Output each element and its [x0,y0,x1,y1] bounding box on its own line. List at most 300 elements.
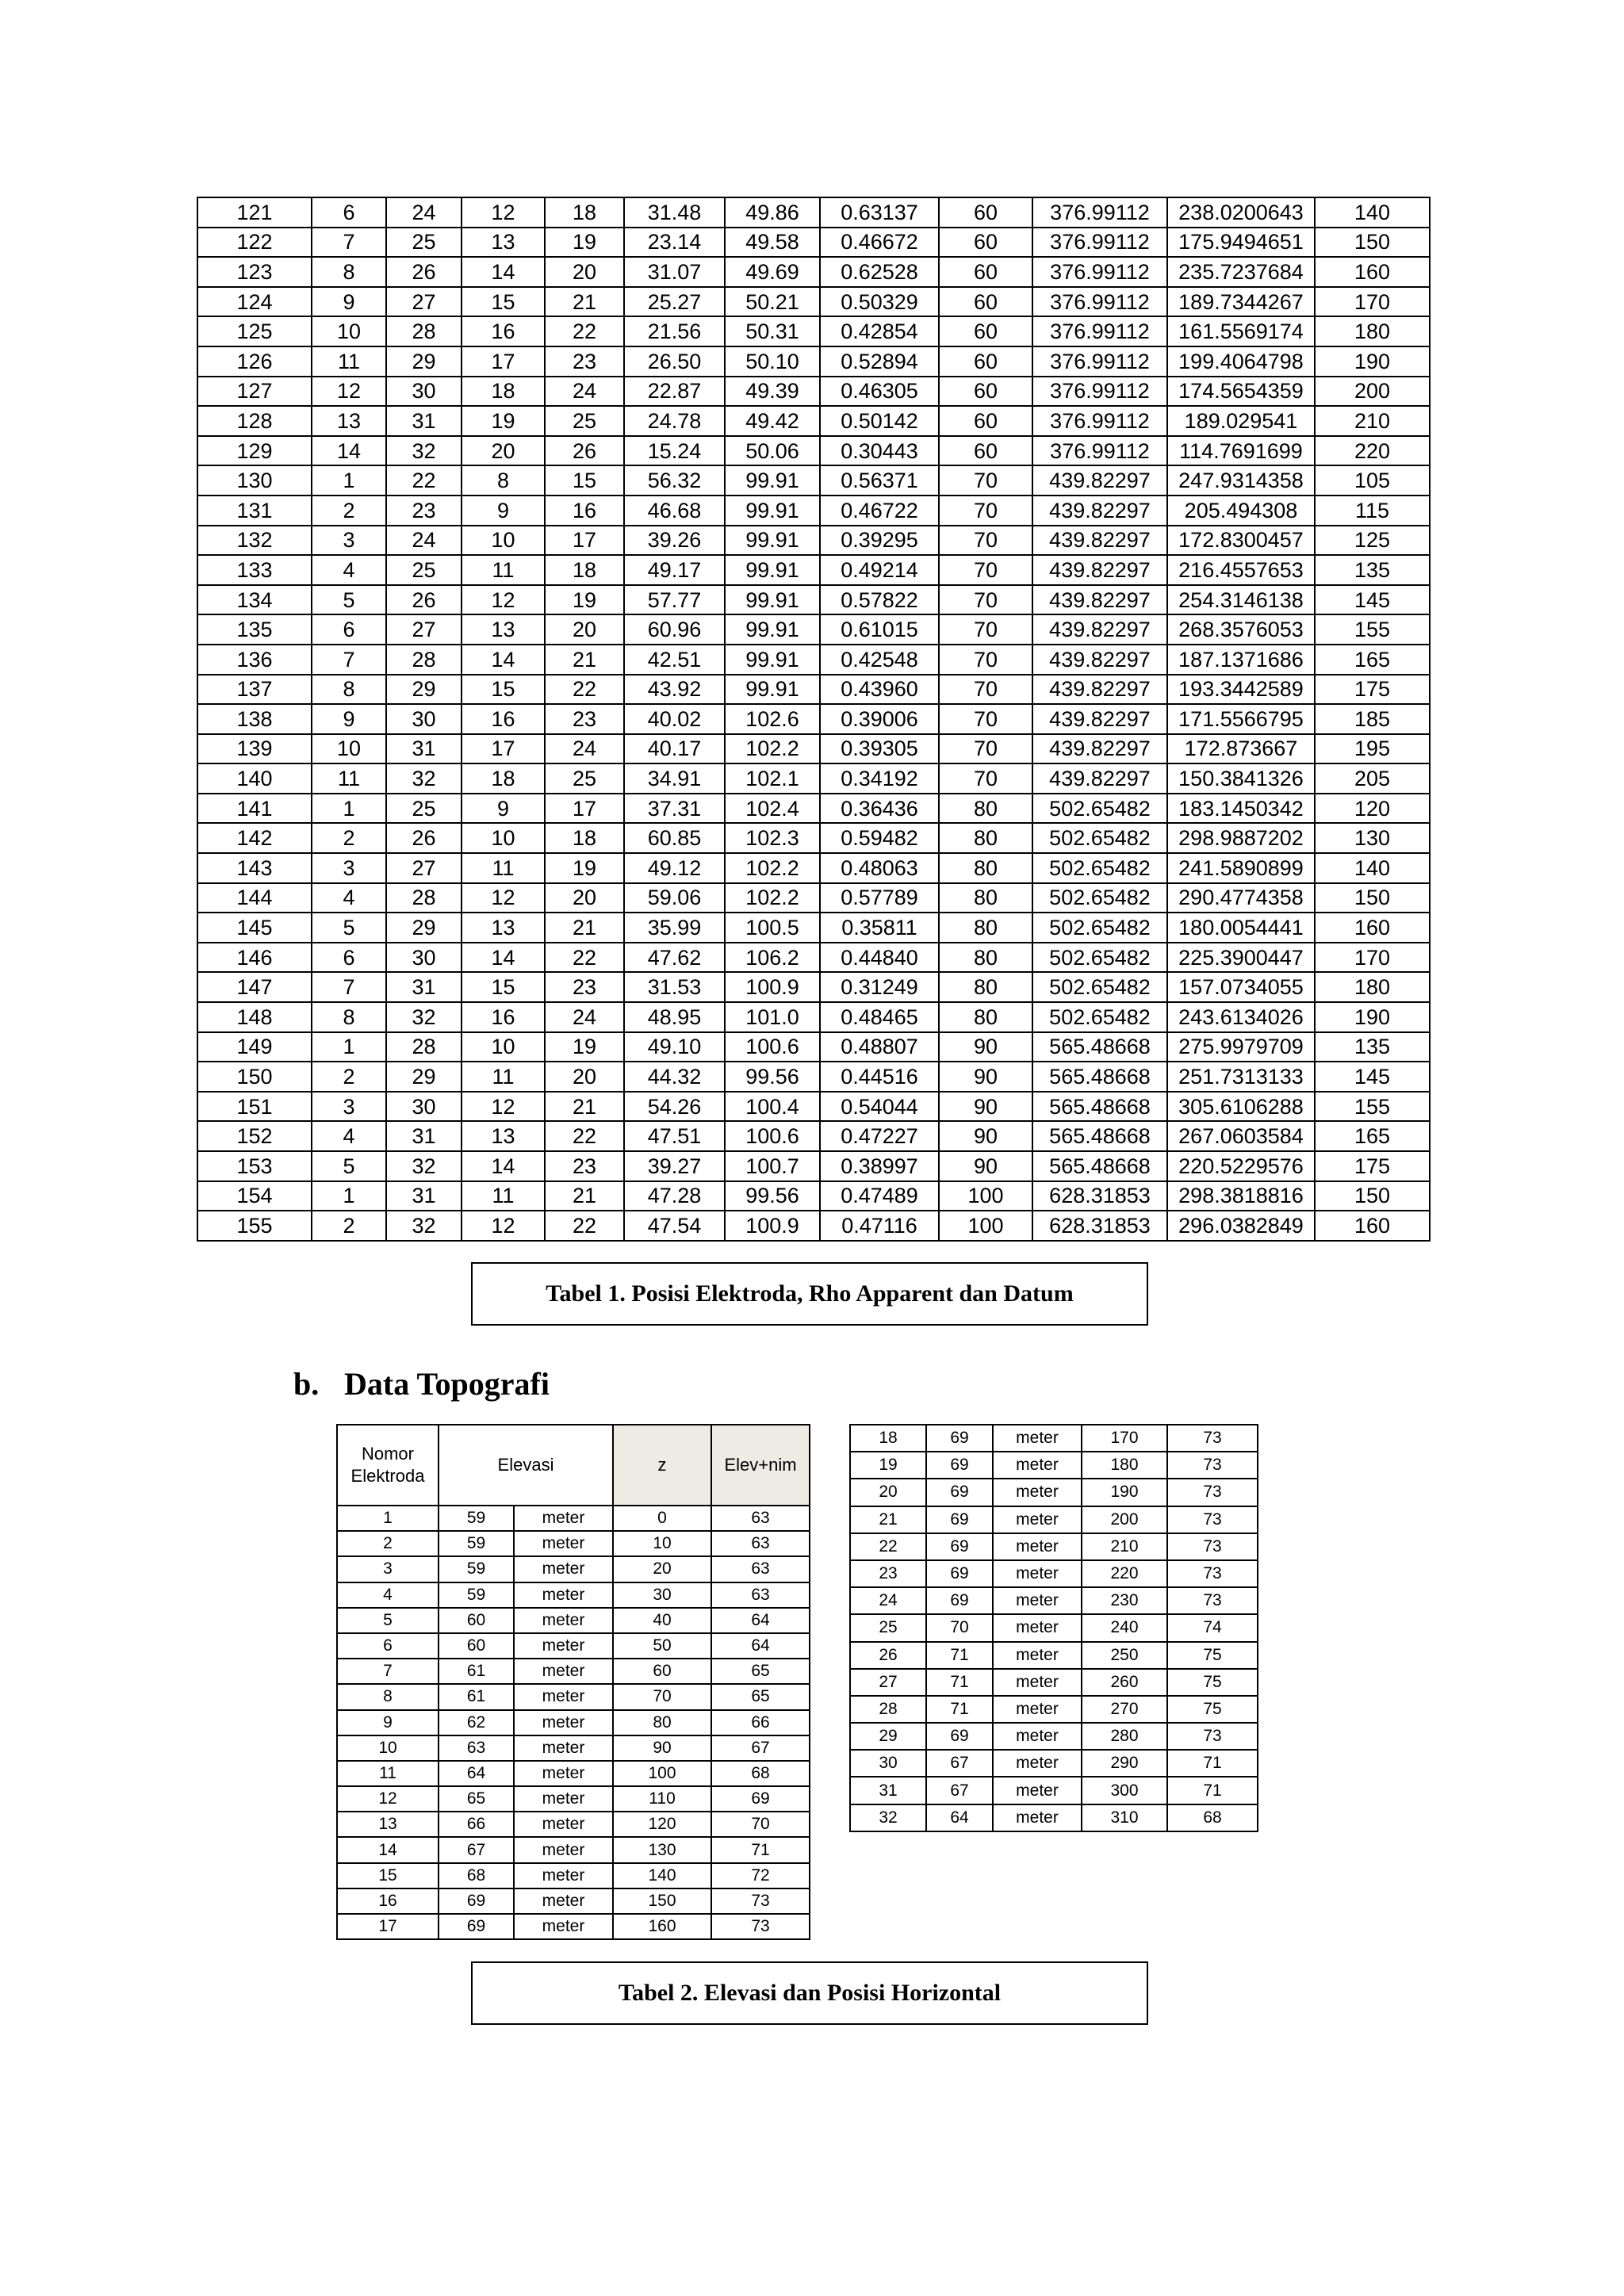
table-cell: 63 [439,1735,514,1761]
table-cell: 71 [1167,1750,1258,1777]
table-cell: 69 [439,1914,514,1939]
table-cell: 565.48668 [1032,1121,1167,1151]
table-cell: 270 [1082,1696,1167,1723]
table-cell: 102.6 [725,704,820,734]
table-cell: 49.10 [624,1032,725,1062]
table-cell: 0.39006 [820,704,939,734]
table-cell: 10 [613,1531,711,1556]
table-cell: meter [993,1506,1082,1533]
header-elevasi: Elevasi [439,1425,613,1506]
table-cell: 39.27 [624,1151,725,1181]
table-cell: 439.82297 [1032,496,1167,526]
table-cell: 15.24 [624,436,725,466]
table-cell: 8 [337,1684,439,1709]
table-cell: 1 [312,1032,386,1062]
table-cell: 18 [545,823,624,853]
table-cell: 376.99112 [1032,377,1167,407]
table-cell: 3 [312,1092,386,1122]
table-cell: 24 [545,734,624,764]
table-cell: 25 [386,228,462,258]
section-heading [293,1365,550,1402]
table-cell: 73 [1167,1723,1258,1750]
table-cell: 5 [312,1151,386,1181]
table-cell: 0.46722 [820,496,939,526]
table-cell: 200 [1315,377,1430,407]
table-cell: 136 [197,645,312,675]
table-cell: 200 [1082,1506,1167,1533]
table-cell: 10 [462,1032,545,1062]
table-cell: 14 [312,436,386,466]
table-cell: 0.61015 [820,614,939,645]
table-cell: 16 [462,1002,545,1032]
table-cell: 205 [1315,763,1430,794]
topography-row [337,1761,810,1786]
table-cell: 290 [1082,1750,1167,1777]
table-cell: 12 [312,377,386,407]
table-cell: 19 [850,1452,926,1479]
topography-row [337,1684,810,1709]
table-cell: 106.2 [725,943,820,973]
table2-caption: Tabel 2. Elevasi dan Posisi Horizontal [471,1961,1148,2025]
table-cell: 123 [197,257,312,287]
topography-row [337,1582,810,1608]
table-cell: 60.85 [624,823,725,853]
table-cell: 63 [711,1531,810,1556]
table-cell: 128 [197,406,312,436]
table-cell: 65 [439,1786,514,1812]
table-cell: 0.44840 [820,943,939,973]
table-cell: 27 [386,287,462,317]
table-cell: 140 [1315,853,1430,883]
table-cell: 502.65482 [1032,823,1167,853]
table-cell: 19 [545,853,624,883]
table-cell: 210 [1315,406,1430,436]
topography-left-body [337,1506,810,1939]
table-cell: 0.39295 [820,526,939,556]
topography-table-left [336,1424,810,1940]
table-cell: meter [514,1684,613,1709]
table-cell: 146 [197,943,312,973]
table-cell: 5 [312,585,386,615]
table-cell: 60 [439,1633,514,1659]
table-cell: 151 [197,1092,312,1122]
table-cell: 16 [462,316,545,346]
table-cell: meter [993,1750,1082,1777]
table-cell: 61 [439,1659,514,1684]
table-cell: 0.56371 [820,465,939,496]
table-cell: 90 [939,1121,1032,1151]
table-cell: meter [993,1614,1082,1641]
table-cell: 90 [939,1092,1032,1122]
table-cell: 18 [545,197,624,228]
header-nomor-elektroda: Nomor Elektroda [337,1425,439,1506]
table-cell: 12 [337,1786,439,1812]
table-cell: 28 [386,316,462,346]
table-cell: 195 [1315,734,1430,764]
table-cell: 75 [1167,1669,1258,1696]
table-cell: 0.34192 [820,763,939,794]
table-cell: 0.43960 [820,675,939,705]
table-row [197,763,1430,794]
table-cell: 140 [1315,197,1430,228]
table-cell: 0.50329 [820,287,939,317]
table-cell: 120 [613,1812,711,1837]
table-cell: 11 [462,853,545,883]
topography-row [337,1506,810,1531]
table-cell: 25 [386,555,462,585]
table-cell: 254.3146138 [1167,585,1315,615]
table-cell: 99.91 [725,526,820,556]
table-cell: 150 [1315,1181,1430,1211]
table-cell: 105 [1315,465,1430,496]
table-cell: 628.31853 [1032,1181,1167,1211]
table-cell: 135 [197,614,312,645]
table-cell: 23 [386,496,462,526]
table-cell: meter [514,1710,613,1735]
table-cell: 18 [545,555,624,585]
table-cell: 43.92 [624,675,725,705]
topography-row [337,1888,810,1914]
table-cell: 29 [386,346,462,377]
table-cell: 14 [462,645,545,675]
table-cell: 6 [337,1633,439,1659]
table-cell: 27 [386,614,462,645]
table-cell: 80 [939,972,1032,1002]
table-cell: 0.48465 [820,1002,939,1032]
table-cell: 14 [337,1837,439,1862]
table-cell: 0.47227 [820,1121,939,1151]
table-row [197,675,1430,705]
table-cell: 69 [926,1533,993,1560]
table-cell: meter [514,1506,613,1531]
table-cell: 15 [462,287,545,317]
table-cell: 25 [850,1614,926,1641]
table-cell: 49.42 [725,406,820,436]
table-cell: 12 [462,1211,545,1241]
table-cell: 247.9314358 [1167,465,1315,496]
table-cell: 16 [337,1888,439,1914]
table-cell: 26 [850,1642,926,1669]
table-cell: 0.54044 [820,1092,939,1122]
table-cell: 189.029541 [1167,406,1315,436]
table-cell: 102.4 [725,794,820,824]
table-cell: 102.3 [725,823,820,853]
topography-header-row [337,1425,810,1506]
table-cell: 26 [545,436,624,466]
table-cell: 27 [386,853,462,883]
table-cell: 19 [545,1032,624,1062]
table-cell: 199.4064798 [1167,346,1315,377]
topography-row [337,1786,810,1812]
topography-row [850,1669,1258,1696]
table-cell: 0.30443 [820,436,939,466]
table-cell: 0.46305 [820,377,939,407]
table-cell: 145 [1315,585,1430,615]
table-cell: 11 [312,346,386,377]
table-cell: 243.6134026 [1167,1002,1315,1032]
table-cell: 170 [1082,1425,1167,1452]
topography-row [850,1587,1258,1614]
table-cell: 2 [312,496,386,526]
table-cell: 300 [1082,1777,1167,1804]
table-cell: 135 [1315,1032,1430,1062]
table-cell: 65 [711,1659,810,1684]
table-cell: 80 [939,823,1032,853]
table-cell: meter [993,1777,1082,1804]
table-cell: 22 [545,1121,624,1151]
table-cell: 60 [939,377,1032,407]
table-cell: 2 [312,1062,386,1092]
table-cell: 180 [1315,316,1430,346]
table-cell: 376.99112 [1032,228,1167,258]
table-cell: 73 [711,1914,810,1939]
table-cell: 141 [197,794,312,824]
table-cell: 0.46672 [820,228,939,258]
table-cell: 185 [1315,704,1430,734]
table-cell: 502.65482 [1032,943,1167,973]
table-cell: 28 [386,883,462,913]
table-cell: 502.65482 [1032,853,1167,883]
table-cell: 46.68 [624,496,725,526]
table-cell: 150 [1315,883,1430,913]
table-cell: 298.9887202 [1167,823,1315,853]
table-cell: 0.57789 [820,883,939,913]
table-cell: 0.36436 [820,794,939,824]
table-cell: 6 [312,943,386,973]
table-cell: 60 [939,287,1032,317]
table-row [197,704,1430,734]
table-cell: 70 [711,1812,810,1837]
table-cell: 439.82297 [1032,614,1167,645]
table-row [197,1092,1430,1122]
table-cell: 60 [613,1659,711,1684]
table-cell: 23 [545,972,624,1002]
table-cell: 147 [197,972,312,1002]
table-cell: meter [993,1642,1082,1669]
table-cell: 49.17 [624,555,725,585]
table-cell: 12 [462,883,545,913]
table-cell: 110 [613,1786,711,1812]
table-cell: 15 [545,465,624,496]
table-cell: 376.99112 [1032,257,1167,287]
table-cell: meter [514,1531,613,1556]
table-cell: 180 [1315,972,1430,1002]
table-cell: 8 [312,1002,386,1032]
table-row [197,1181,1430,1211]
table-cell: 21.56 [624,316,725,346]
table-cell: meter [514,1659,613,1684]
table-row [197,1151,1430,1181]
table-cell: 241.5890899 [1167,853,1315,883]
table-cell: 439.82297 [1032,734,1167,764]
table-cell: 61 [439,1684,514,1709]
table-cell: 165 [1315,1121,1430,1151]
table-cell: 19 [545,585,624,615]
table-cell: 15 [337,1863,439,1888]
table-row [197,1002,1430,1032]
table-cell: 0.38997 [820,1151,939,1181]
table-cell: 11 [337,1761,439,1786]
table-row [197,496,1430,526]
table-cell: 14 [462,1151,545,1181]
table-row [197,585,1430,615]
table-cell: 49.69 [725,257,820,287]
table-cell: 73 [1167,1587,1258,1614]
table-cell: 174.5654359 [1167,377,1315,407]
table-cell: 124 [197,287,312,317]
table-row [197,883,1430,913]
table-cell: 70 [939,585,1032,615]
table-cell: 11 [462,1062,545,1092]
table-cell: 68 [439,1863,514,1888]
table-row [197,913,1430,943]
topography-row [850,1452,1258,1479]
table-cell: 376.99112 [1032,346,1167,377]
table-cell: 101.0 [725,1002,820,1032]
table-cell: 32 [386,1151,462,1181]
table-cell: 140 [613,1863,711,1888]
table-cell: 69 [711,1786,810,1812]
table-cell: 502.65482 [1032,1002,1167,1032]
table-cell: 439.82297 [1032,526,1167,556]
table-cell: 69 [926,1506,993,1533]
table-cell: 0.42854 [820,316,939,346]
table-cell: 30 [386,1092,462,1122]
table-cell: 138 [197,704,312,734]
table-cell: 12 [462,197,545,228]
table-cell: 70 [939,763,1032,794]
table-cell: 59 [439,1531,514,1556]
table-cell: 80 [939,1002,1032,1032]
table-cell: 71 [926,1669,993,1696]
table-cell: 60 [939,228,1032,258]
table-cell: 22 [545,675,624,705]
table-row [197,943,1430,973]
table-cell: 29 [386,1062,462,1092]
table-cell: 7 [337,1659,439,1684]
table-cell: 17 [545,526,624,556]
table-cell: 439.82297 [1032,555,1167,585]
table-cell: 64 [439,1761,514,1786]
table-row [197,377,1430,407]
table-cell: meter [993,1452,1082,1479]
table-cell: 10 [312,316,386,346]
table-cell: 29 [850,1723,926,1750]
table-cell: 73 [1167,1560,1258,1587]
table-cell: 47.51 [624,1121,725,1151]
table-cell: 23 [850,1560,926,1587]
table-cell: 144 [197,883,312,913]
table-cell: 250 [1082,1642,1167,1669]
table-cell: 60 [939,197,1032,228]
table-cell: 63 [711,1556,810,1582]
electrode-rho-table [197,197,1431,1242]
table-cell: 153 [197,1151,312,1181]
table-cell: 8 [312,675,386,705]
table-cell: 50.10 [725,346,820,377]
table-cell: 20 [545,614,624,645]
section-title: Data Topografi [344,1366,550,1402]
table-cell: 59.06 [624,883,725,913]
table-cell: 12 [462,1092,545,1122]
table-cell: 502.65482 [1032,972,1167,1002]
topography-row [850,1533,1258,1560]
table-cell: 3 [337,1556,439,1582]
topography-row [337,1863,810,1888]
table-cell: 121 [197,197,312,228]
table-row [197,228,1430,258]
table-cell: 80 [613,1710,711,1735]
table-cell: 134 [197,585,312,615]
table-cell: 9 [312,704,386,734]
table-cell: 1 [312,1181,386,1211]
table-cell: meter [514,1914,613,1939]
table-cell: 4 [312,883,386,913]
table-cell: 71 [1167,1777,1258,1804]
table-cell: 13 [462,913,545,943]
table-cell: 100.9 [725,972,820,1002]
table-cell: 20 [545,257,624,287]
table-cell: 63 [711,1506,810,1531]
table-cell: 50.06 [725,436,820,466]
topography-row [337,1710,810,1735]
table-cell: 628.31853 [1032,1211,1167,1241]
table-row [197,287,1430,317]
table-cell: 70 [939,614,1032,645]
table-cell: 190 [1082,1479,1167,1506]
topography-row [850,1642,1258,1669]
table-cell: 73 [1167,1479,1258,1506]
table-cell: 99.91 [725,585,820,615]
table-cell: 14 [462,943,545,973]
table-cell: 150 [1315,228,1430,258]
table-cell: 18 [850,1425,926,1452]
table-cell: 72 [711,1863,810,1888]
table-cell: 131 [197,496,312,526]
table-cell: 80 [939,943,1032,973]
topography-row [337,1735,810,1761]
table-cell: 99.91 [725,555,820,585]
table-cell: 13 [337,1812,439,1837]
table-cell: 220 [1315,436,1430,466]
table-cell: 183.1450342 [1167,794,1315,824]
table-cell: 100.7 [725,1151,820,1181]
table-cell: 310 [1082,1804,1167,1831]
table-cell: 3 [312,853,386,883]
table-cell: 280 [1082,1723,1167,1750]
table-cell: 24.78 [624,406,725,436]
table-cell: 70 [939,704,1032,734]
table-cell: 49.39 [725,377,820,407]
table-cell: 6 [312,614,386,645]
electrode-rho-table-body [197,197,1430,1241]
topography-row [337,1659,810,1684]
table-cell: 31.48 [624,197,725,228]
table-cell: 68 [1167,1804,1258,1831]
table-cell: 99.91 [725,675,820,705]
table-cell: meter [514,1608,613,1633]
table-cell: meter [993,1669,1082,1696]
table-cell: 22 [545,316,624,346]
table-cell: 25 [386,794,462,824]
table-cell: 148 [197,1002,312,1032]
topography-row [850,1804,1258,1831]
table-cell: 251.7313133 [1167,1062,1315,1092]
topography-row [337,1556,810,1582]
table-row [197,1062,1430,1092]
table-cell: 502.65482 [1032,913,1167,943]
table-cell: 60 [939,316,1032,346]
